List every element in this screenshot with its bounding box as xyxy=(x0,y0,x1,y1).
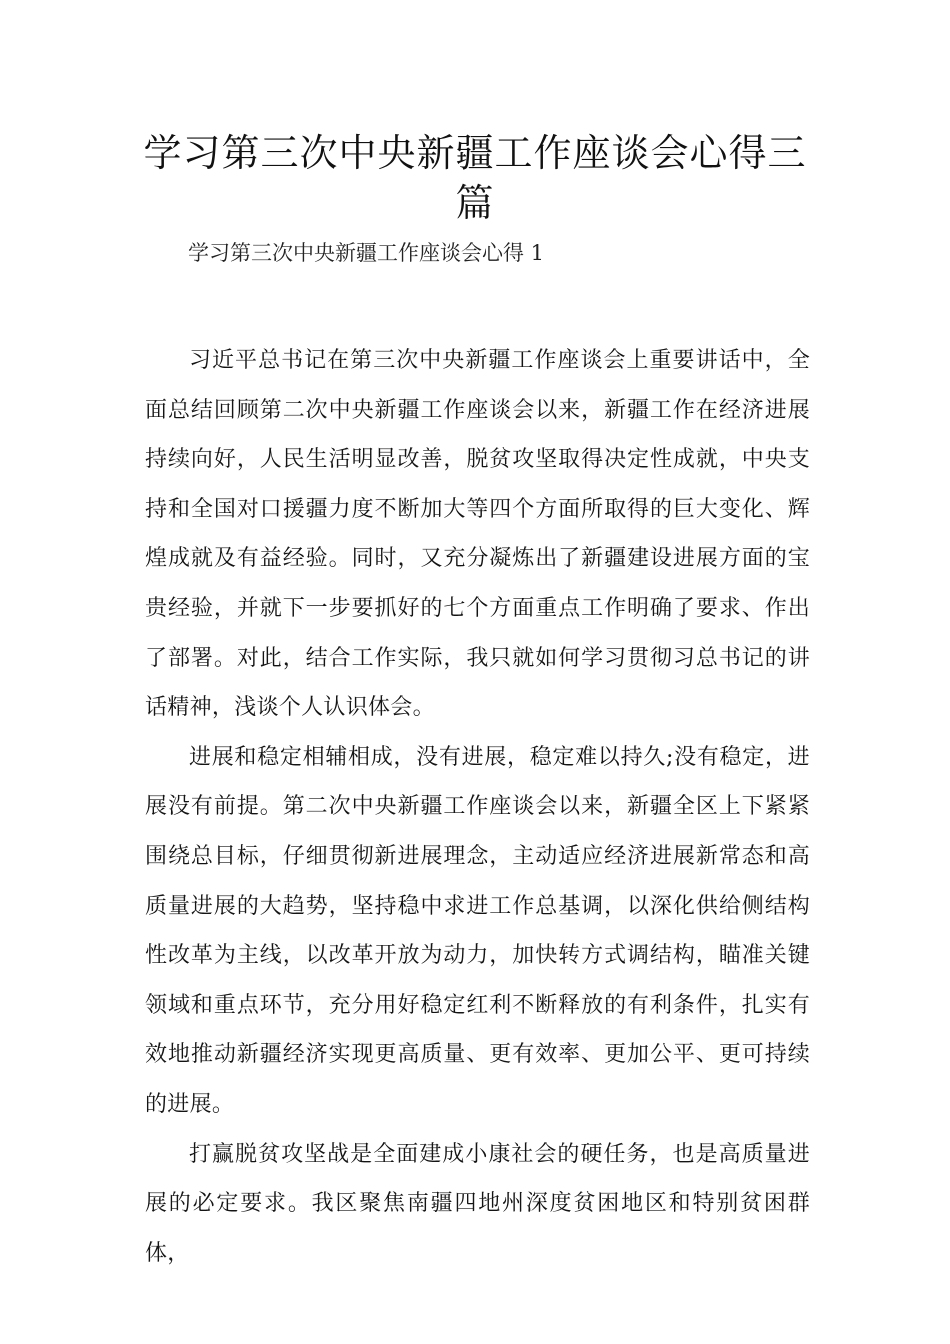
paragraph-2: 进展和稳定相辅相成，没有进展，稳定难以持久;没有稳定，进展没有前提。第二次中央新疆工作座谈会以来，新疆全区上下紧紧围绕总目标，仔细贯彻新进展理念，主动适应经济进展新常态和高质量进展的大趋势，坚持稳中求进工作总基调，以深化供给侧结构性改革为主线，以改革开放为动力，加快转方式调结构，瞄准关键领域和重点环节，充分用好稳定红利不断释放的有利条件，扎实有效地推动新疆经济实现更高质量、更有效率、更加公平、更可持续的进展。 xyxy=(145,744,810,1117)
document-body xyxy=(145,336,810,1278)
section-heading: 学习第三次中央新疆工作座谈会心得 1 xyxy=(188,241,545,265)
paragraph-3: 打赢脱贫攻坚战是全面建成小康社会的硬任务，也是高质量进展的必定要求。我区聚焦南疆四地州深度贫困地区和特别贫困群体， xyxy=(145,1141,810,1266)
document-title: 学习第三次中央新疆工作座谈会心得三篇 xyxy=(143,131,807,225)
paragraph-1: 习近平总书记在第三次中央新疆工作座谈会上重要讲话中，全面总结回顾第二次中央新疆工作座谈会以来，新疆工作在经济进展持续向好，人民生活明显改善，脱贫攻坚取得决定性成就，中央支持和全国对口援疆力度不断加大等四个方面所取得的巨大变化、辉煌成就及有益经验。同时，又充分凝炼出了新疆建设进展方面的宝贵经验，并就下一步要抓好的七个方面重点工作明确了要求、作出了部署。对此，结合工作实际，我只就如何学习贯彻习总书记的讲话精神，浅谈个人认识体会。 xyxy=(145,348,810,721)
